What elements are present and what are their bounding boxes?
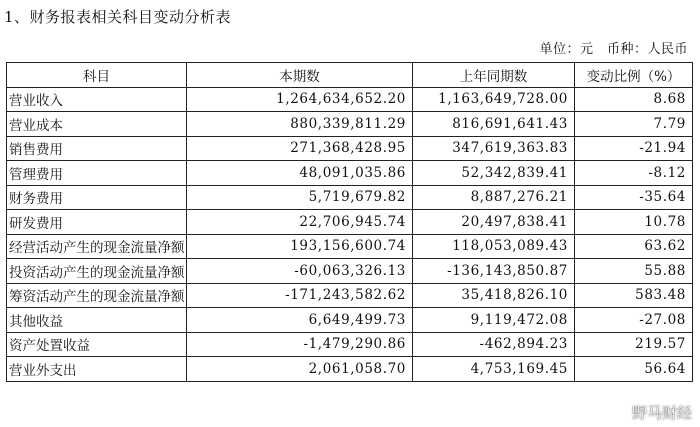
table-row	[7, 136, 693, 161]
header-change-ratio: 变动比例（%）	[575, 63, 693, 88]
cell-current-period: 48,091,035.86	[187, 161, 413, 186]
cell-change-ratio: 7.79	[575, 112, 693, 137]
cell-current-period: 271,368,428.95	[187, 136, 413, 161]
cell-change-ratio: 55.88	[575, 259, 693, 284]
watermark-text: 野马财经	[631, 404, 692, 422]
financial-table	[6, 62, 693, 382]
table-row	[7, 112, 693, 137]
cell-prior-period: 20,497,838.41	[413, 210, 575, 235]
cell-item: 经营活动产生的现金流量净额	[7, 234, 187, 259]
cell-prior-period: 347,619,363.83	[413, 136, 575, 161]
table-row	[7, 283, 693, 308]
cell-current-period: 2,061,058.70	[187, 357, 413, 382]
cell-change-ratio: 56.64	[575, 357, 693, 382]
watermark	[611, 402, 692, 423]
cell-item: 营业收入	[7, 87, 187, 112]
table-row	[7, 210, 693, 235]
cell-change-ratio: -27.08	[575, 308, 693, 333]
cell-current-period: 880,339,811.29	[187, 112, 413, 137]
table-row	[7, 185, 693, 210]
cell-change-ratio: 63.62	[575, 234, 693, 259]
cell-item: 财务费用	[7, 185, 187, 210]
table-row	[7, 161, 693, 186]
cell-change-ratio: 583.48	[575, 283, 693, 308]
cell-current-period: -171,243,582.62	[187, 283, 413, 308]
cell-prior-period: 1,163,649,728.00	[413, 87, 575, 112]
table-header-row	[7, 63, 693, 88]
cell-item: 研发费用	[7, 210, 187, 235]
cell-current-period: 5,719,679.82	[187, 185, 413, 210]
cell-item: 资产处置收益	[7, 332, 187, 357]
cell-prior-period: 8,887,276.21	[413, 185, 575, 210]
cell-prior-period: -136,143,850.87	[413, 259, 575, 284]
cell-current-period: 1,264,634,652.20	[187, 87, 413, 112]
cell-prior-period: -462,894.23	[413, 332, 575, 357]
cell-item: 营业成本	[7, 112, 187, 137]
cell-current-period: 22,706,945.74	[187, 210, 413, 235]
cell-current-period: -1,479,290.86	[187, 332, 413, 357]
unit-currency-line: 单位：元 币种：人民币	[539, 42, 688, 57]
cell-item: 销售费用	[7, 136, 187, 161]
cell-prior-period: 35,418,826.10	[413, 283, 575, 308]
header-current-period: 本期数	[187, 63, 413, 88]
cell-current-period: -60,063,326.13	[187, 259, 413, 284]
table-row	[7, 259, 693, 284]
cell-change-ratio: -21.94	[575, 136, 693, 161]
table-row	[7, 332, 693, 357]
cell-item: 管理费用	[7, 161, 187, 186]
table-row	[7, 87, 693, 112]
cell-item: 筹资活动产生的现金流量净额	[7, 283, 187, 308]
header-prior-period: 上年同期数	[413, 63, 575, 88]
cell-change-ratio: -8.12	[575, 161, 693, 186]
cell-item: 投资活动产生的现金流量净额	[7, 259, 187, 284]
cell-prior-period: 52,342,839.41	[413, 161, 575, 186]
header-item: 科目	[7, 63, 187, 88]
table-row	[7, 234, 693, 259]
cell-change-ratio: 8.68	[575, 87, 693, 112]
cell-item: 其他收益	[7, 308, 187, 333]
cell-change-ratio: 10.78	[575, 210, 693, 235]
cell-change-ratio: 219.57	[575, 332, 693, 357]
cell-prior-period: 9,119,472.08	[413, 308, 575, 333]
table-row	[7, 357, 693, 382]
table-row	[7, 308, 693, 333]
cell-prior-period: 118,053,089.43	[413, 234, 575, 259]
weibo-icon	[611, 406, 629, 420]
page-title: 1、财务报表相关科目变动分析表	[4, 8, 232, 26]
cell-change-ratio: -35.64	[575, 185, 693, 210]
cell-current-period: 193,156,600.74	[187, 234, 413, 259]
cell-prior-period: 816,691,641.43	[413, 112, 575, 137]
cell-prior-period: 4,753,169.45	[413, 357, 575, 382]
cell-item: 营业外支出	[7, 357, 187, 382]
cell-current-period: 6,649,499.73	[187, 308, 413, 333]
